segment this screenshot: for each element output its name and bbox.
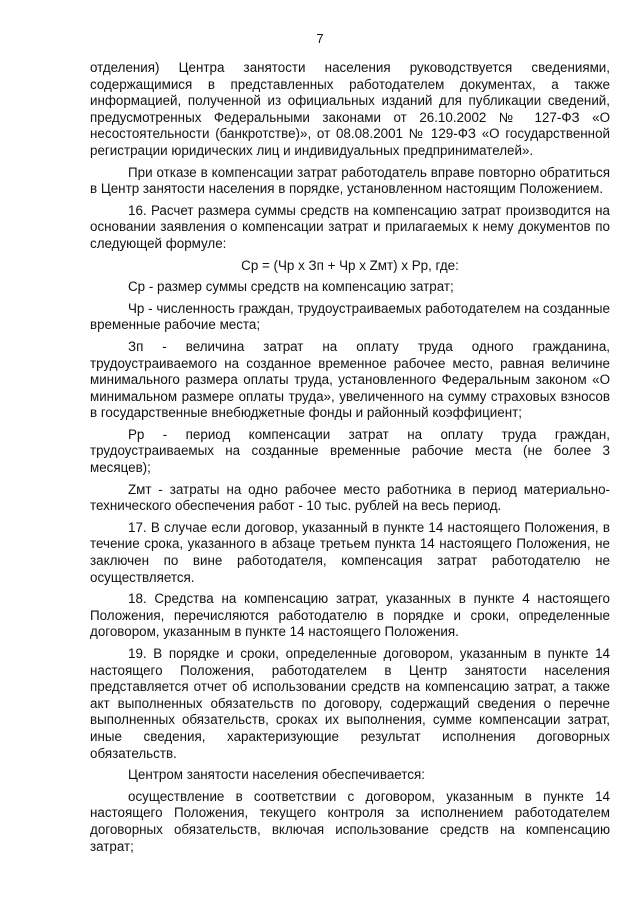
paragraph-item-19: 19. В порядке и сроки, определенные договором, указанным в пункте 14 настоящего Положения, работодателем в Центр занятости населения представляется отчет об использовании средств на компенсацию затрат, а также акт выполненных обязательств по договору, содержащий сведения о перечне выполненных обязательств, сроках их выполнения, сумме компенсации затрат, иные сведения, характеризующие результат исполнения договорных обязательств. [90,646,610,761]
definition-chr: Чр - численность граждан, трудоустраиваемых работодателем на созданные временные рабочие места; [90,300,610,333]
paragraph-refusal: При отказе в компенсации затрат работодатель вправе повторно обратиться в Центр занятости населения в порядке, установленном настоящим Положением. [90,164,610,197]
paragraph-item-16: 16. Расчет размера суммы средств на компенсацию затрат производится на основании заявления о компенсации затрат и прилагаемых к нему документов по следующей формуле: [90,202,610,251]
formula: Ср = (Чр х Зп + Чр х Zмт) х Рр, где: [241,257,459,273]
definition-zmt: Zмт - затраты на одно рабочее место работника в период материально-технического обеспечения работ - 10 тыс. рублей на весь период. [90,481,610,514]
paragraph-item-17: 17. В случае если договор, указанный в пункте 14 настоящего Положения, в течение срока, указанного в абзаце третьем пункта 14 настоящего Положения, не заключен по вине работодателя, компенсация затрат работодателю не осуществляется. [90,519,610,585]
paragraph-item-18: 18. Средства на компенсацию затрат, указанных в пункте 4 настоящего Положения, перечисляются работодателю в порядке и сроки, определенные договором, указанным в пункте 14 настоящего Положения. [90,591,610,640]
definition-zp: Зп - величина затрат на оплату труда одного гражданина, трудоустраиваемого на созданное временное рабочее место, равная величине минимального размера оплаты труда, установленного Федеральным законом «О минимальном размере оплаты труда», увеличенного на сумму страховых взносов в государственные внебюджетные фонды и районный коэффициент; [90,338,610,421]
definition-cp: Ср - размер суммы средств на компенсацию затрат; [128,279,454,295]
page-number: 7 [316,31,324,46]
document-body [90,60,610,860]
paragraph-center-provides: Центром занятости населения обеспечивается: [128,767,425,783]
paragraph-continuation: отделения) Центра занятости населения руководствуется сведениями, содержащимися в представленных работодателем документах, а также информацией, полученной из официальных изданий для публикации сведений, предусмотренных Федеральными законами от 26.10.2002 № 127-ФЗ «О несостоятельности (банкротстве)», от 08.08.2001 № 129-ФЗ «О государственной регистрации юридических лиц и индивидуальных предпринимателей». [90,60,610,158]
definition-rr: Рр - период компенсации затрат на оплату труда граждан, трудоустраиваемых на созданные временные рабочие места (не более 3 месяцев); [90,426,610,476]
paragraph-control: осуществление в соответствии с договором, указанным в пункте 14 настоящего Положения, текущего контроля за исполнением работодателем договорных обязательств, включая использование средств на компенсацию затрат; [90,788,610,854]
